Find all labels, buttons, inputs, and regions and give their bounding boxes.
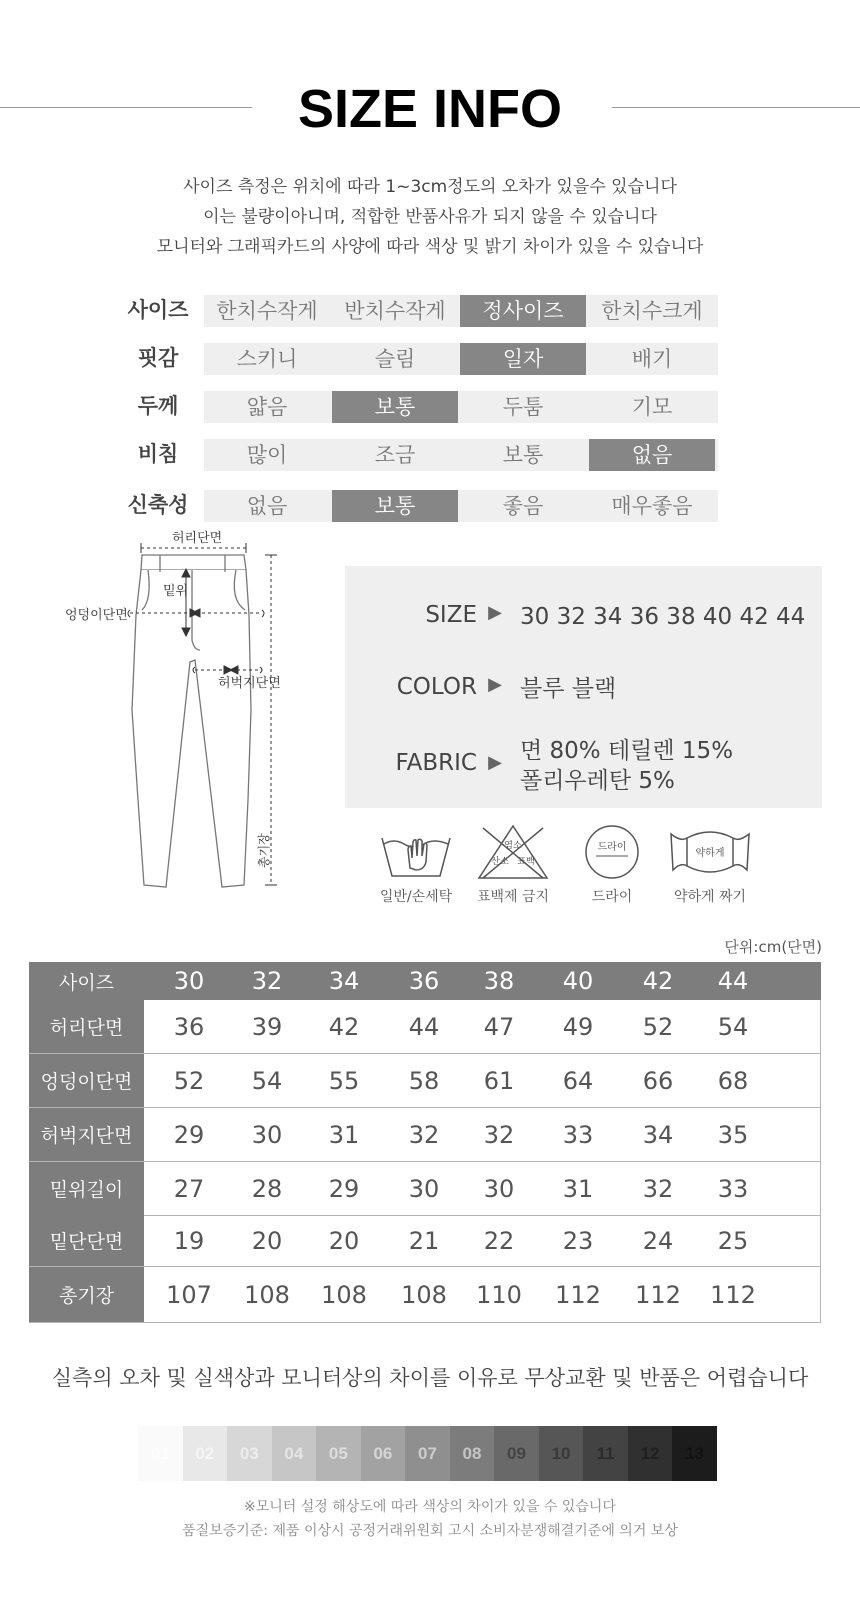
care-gentle-wring: [660, 824, 760, 906]
attribute-option: 배기: [631, 347, 673, 371]
exchange-caution: 실측의 오차 및 실색상과 모니터상의 차이를 이유로 무상교환 및 반품은 어렵습니다: [51, 1366, 809, 1390]
footer-note-1: ※모니터 설정 해상도에 따라 색상의 차이가 있을 수 있습니다: [244, 1499, 616, 1515]
attribute-options: [204, 490, 718, 522]
attribute-option: 없음: [246, 494, 288, 518]
gray-swatch: 01: [138, 1426, 183, 1481]
care-no-bleach: [463, 824, 563, 906]
attribute-option: 조금: [374, 443, 416, 467]
size-table-cell: 49: [562, 1012, 594, 1041]
size-table-row-label: 밑위길이: [29, 1162, 144, 1215]
attribute-option: 많이: [246, 443, 288, 467]
spec-size-key: SIZE: [425, 602, 477, 628]
gray-swatch: 06: [361, 1426, 406, 1481]
gentle-wring-text: 약하게: [695, 848, 725, 859]
diagram-label-waist: 허리단면: [172, 531, 223, 546]
spec-size-value: 30 32 34 36 38 40 42 44: [520, 604, 806, 630]
size-table-cell: 23: [562, 1226, 594, 1255]
size-table-cell: 40: [562, 967, 594, 995]
size-table-cell: 34: [328, 967, 360, 995]
dry-clean-icon: [572, 824, 652, 880]
size-table-cell: 110: [476, 1280, 522, 1309]
size-table-cell: 107: [166, 1280, 212, 1309]
size-table-cell: 33: [717, 1174, 749, 1203]
attribute-option: 얇음: [246, 395, 288, 419]
size-table-cell: 20: [328, 1226, 360, 1255]
page-title: SIZE INFO: [297, 79, 562, 139]
gray-scale-bar: [138, 1426, 717, 1481]
attribute-options: [204, 295, 718, 327]
size-table-cell: 22: [483, 1226, 515, 1255]
size-table-row-label: 밑단단면: [29, 1215, 144, 1266]
size-table-cell: 108: [244, 1280, 290, 1309]
size-table-cell: 33: [562, 1120, 594, 1149]
size-table-cell: 25: [717, 1226, 749, 1255]
attribute-option: 좋음: [502, 494, 544, 518]
attribute-label: 두께: [137, 394, 179, 418]
size-table-cell: 112: [635, 1280, 681, 1309]
spec-fabric-value-2: 폴리우레탄 5%: [520, 768, 675, 794]
spec-color-key: COLOR: [396, 674, 477, 700]
size-table-cell: 32: [642, 1174, 674, 1203]
title-section: [0, 78, 860, 148]
size-table-cell: 29: [173, 1120, 205, 1149]
size-table-cell: 58: [408, 1066, 440, 1095]
size-table-cell: 54: [251, 1066, 283, 1095]
diagram-label-rise: 밑위: [163, 584, 189, 599]
gray-swatch: 07: [405, 1426, 450, 1481]
gray-swatch: 04: [272, 1426, 317, 1481]
gray-swatch: 13: [672, 1426, 717, 1481]
attribute-options: [204, 343, 718, 375]
spec-fabric-key: FABRIC: [395, 750, 477, 776]
size-table-cell: 42: [328, 1012, 360, 1041]
no-bleach-text-right: 표백: [517, 857, 535, 867]
size-table-cell: 112: [710, 1280, 756, 1309]
spec-color-value: 블루 블랙: [520, 676, 617, 702]
attribute-label: 핏감: [137, 346, 179, 370]
arrow-right-icon: ▶: [488, 602, 502, 623]
notice-line-1: 사이즈 측정은 위치에 따라 1~3cm정도의 오차가 있을수 있습니다: [183, 177, 677, 197]
attribute-option-selected: 보통: [332, 490, 458, 522]
size-table-header-row: [29, 962, 821, 1000]
attribute-option: 반치수작게: [344, 299, 446, 323]
arrow-right-icon: ▶: [488, 674, 502, 695]
care-label-no-bleach: 표백제 금지: [476, 889, 550, 905]
notice-line-3: 모니터와 그래픽카드의 사양에 따라 색상 및 밝기 차이가 있을 수 있습니다: [156, 237, 704, 257]
size-table-cell: 47: [483, 1012, 515, 1041]
size-table-cell: 52: [642, 1012, 674, 1041]
spec-box: [345, 566, 822, 808]
gray-swatch: 12: [628, 1426, 673, 1481]
attribute-option: 두툼: [502, 395, 544, 419]
hand-wash-icon: [376, 824, 456, 880]
size-table-cell: 36: [408, 967, 440, 995]
care-hand-wash: [366, 824, 466, 906]
size-table-cell: 30: [483, 1174, 515, 1203]
size-table-cell: 44: [408, 1012, 440, 1041]
attribute-row: [120, 341, 720, 375]
size-table-row-label: 총기장: [29, 1267, 144, 1322]
attribute-label: 신축성: [127, 493, 189, 517]
size-table-row-label: 허리단면: [29, 1000, 144, 1053]
attribute-option: 한치수크게: [601, 299, 703, 323]
size-table-cell: 39: [251, 1012, 283, 1041]
attribute-option: 슬림: [374, 347, 416, 371]
spec-fabric-value-1: 면 80% 테릴렌 15%: [520, 738, 734, 764]
size-table-cell: 38: [483, 967, 515, 995]
size-table-cell: 36: [173, 1012, 205, 1041]
no-bleach-text-left: 산소: [491, 857, 509, 867]
size-table-cell: 68: [717, 1066, 749, 1095]
diagram-label-thigh: 허벅지단면: [218, 676, 281, 691]
care-label-gentle-wring: 약하게 짜기: [673, 889, 747, 905]
attribute-option: 기모: [631, 395, 673, 419]
arrow-right-icon: ▶: [488, 752, 502, 773]
gray-swatch: 02: [183, 1426, 228, 1481]
size-table-cell: 27: [173, 1174, 205, 1203]
size-table-cell: 29: [328, 1174, 360, 1203]
size-table-cell: 32: [408, 1120, 440, 1149]
attribute-option-selected: 일자: [460, 343, 586, 375]
size-table-row-label: 허벅지단면: [29, 1108, 144, 1161]
size-table-cell: 31: [562, 1174, 594, 1203]
gray-swatch: 11: [583, 1426, 628, 1481]
attribute-option: 스키니: [236, 347, 298, 371]
attribute-row: [120, 488, 720, 522]
attribute-row: [120, 437, 720, 471]
diagram-label-hip: 엉덩이단면: [65, 608, 128, 623]
attribute-option-selected: 보통: [332, 391, 458, 423]
attribute-option: 매우좋음: [611, 494, 693, 518]
size-table-cell: 31: [328, 1120, 360, 1149]
size-table-cell: 66: [642, 1066, 674, 1095]
attribute-options: [204, 439, 718, 471]
notice-line-2: 이는 불량이아니며, 적합한 반품사유가 되지 않을 수 있습니다: [203, 207, 657, 227]
size-table-cell: 44: [717, 967, 749, 995]
size-table-cell: 32: [251, 967, 283, 995]
size-table-row-label: 엉덩이단면: [29, 1054, 144, 1107]
size-table-cell: 34: [642, 1120, 674, 1149]
attribute-label: 비침: [137, 442, 179, 466]
size-table-cell: 61: [483, 1066, 515, 1095]
size-table-cell: 42: [642, 967, 674, 995]
care-dry-clean: [562, 824, 662, 906]
size-table-cell: 30: [408, 1174, 440, 1203]
care-label-hand-wash: 일반/손세탁: [379, 889, 453, 905]
size-table-row-label: 사이즈: [29, 962, 144, 1000]
attribute-options: [204, 391, 718, 423]
diagram-label-length: 총기장: [257, 833, 271, 868]
size-table-cell: 35: [717, 1120, 749, 1149]
size-table-cell: 19: [173, 1226, 205, 1255]
no-bleach-text-top: 염소: [504, 841, 522, 851]
attribute-row: [120, 389, 720, 423]
gray-swatch: 08: [450, 1426, 495, 1481]
title-divider-right: [612, 107, 860, 108]
gray-swatch: 10: [539, 1426, 584, 1481]
size-table-cell: 24: [642, 1226, 674, 1255]
attribute-label: 사이즈: [127, 298, 189, 322]
gray-swatch: 05: [316, 1426, 361, 1481]
size-table-cell: 32: [483, 1120, 515, 1149]
size-table-cell: 20: [251, 1226, 283, 1255]
no-bleach-icon: [473, 824, 553, 880]
care-label-dry-clean: 드라이: [591, 889, 633, 905]
attribute-option: 보통: [502, 443, 544, 467]
size-table-cell: 28: [251, 1174, 283, 1203]
size-table-cell: 30: [173, 967, 205, 995]
unit-note: 단위:cm(단면): [724, 938, 822, 956]
size-table-cell: 112: [555, 1280, 601, 1309]
size-table-cell: 108: [321, 1280, 367, 1309]
footer-note-2: 품질보증기준: 제품 이상시 공정거래위원회 고시 소비자분쟁해결기준에 의거 보상: [182, 1523, 678, 1539]
gentle-wring-icon: [667, 824, 753, 880]
attribute-option-selected: 정사이즈: [460, 295, 586, 327]
size-table-cell: 108: [401, 1280, 447, 1309]
attribute-option-selected: 없음: [589, 439, 715, 471]
gray-swatch: 09: [494, 1426, 539, 1481]
size-table-cell: 30: [251, 1120, 283, 1149]
size-table-cell: 21: [408, 1226, 440, 1255]
size-table-cell: 52: [173, 1066, 205, 1095]
gray-swatch: 03: [227, 1426, 272, 1481]
size-table-cell: 64: [562, 1066, 594, 1095]
dry-clean-text: 드라이: [597, 842, 627, 853]
attribute-row: [120, 293, 720, 327]
size-table-cell: 54: [717, 1012, 749, 1041]
size-table-cell: 55: [328, 1066, 360, 1095]
attribute-option: 한치수작게: [216, 299, 318, 323]
size-table-border: [29, 1000, 821, 1323]
